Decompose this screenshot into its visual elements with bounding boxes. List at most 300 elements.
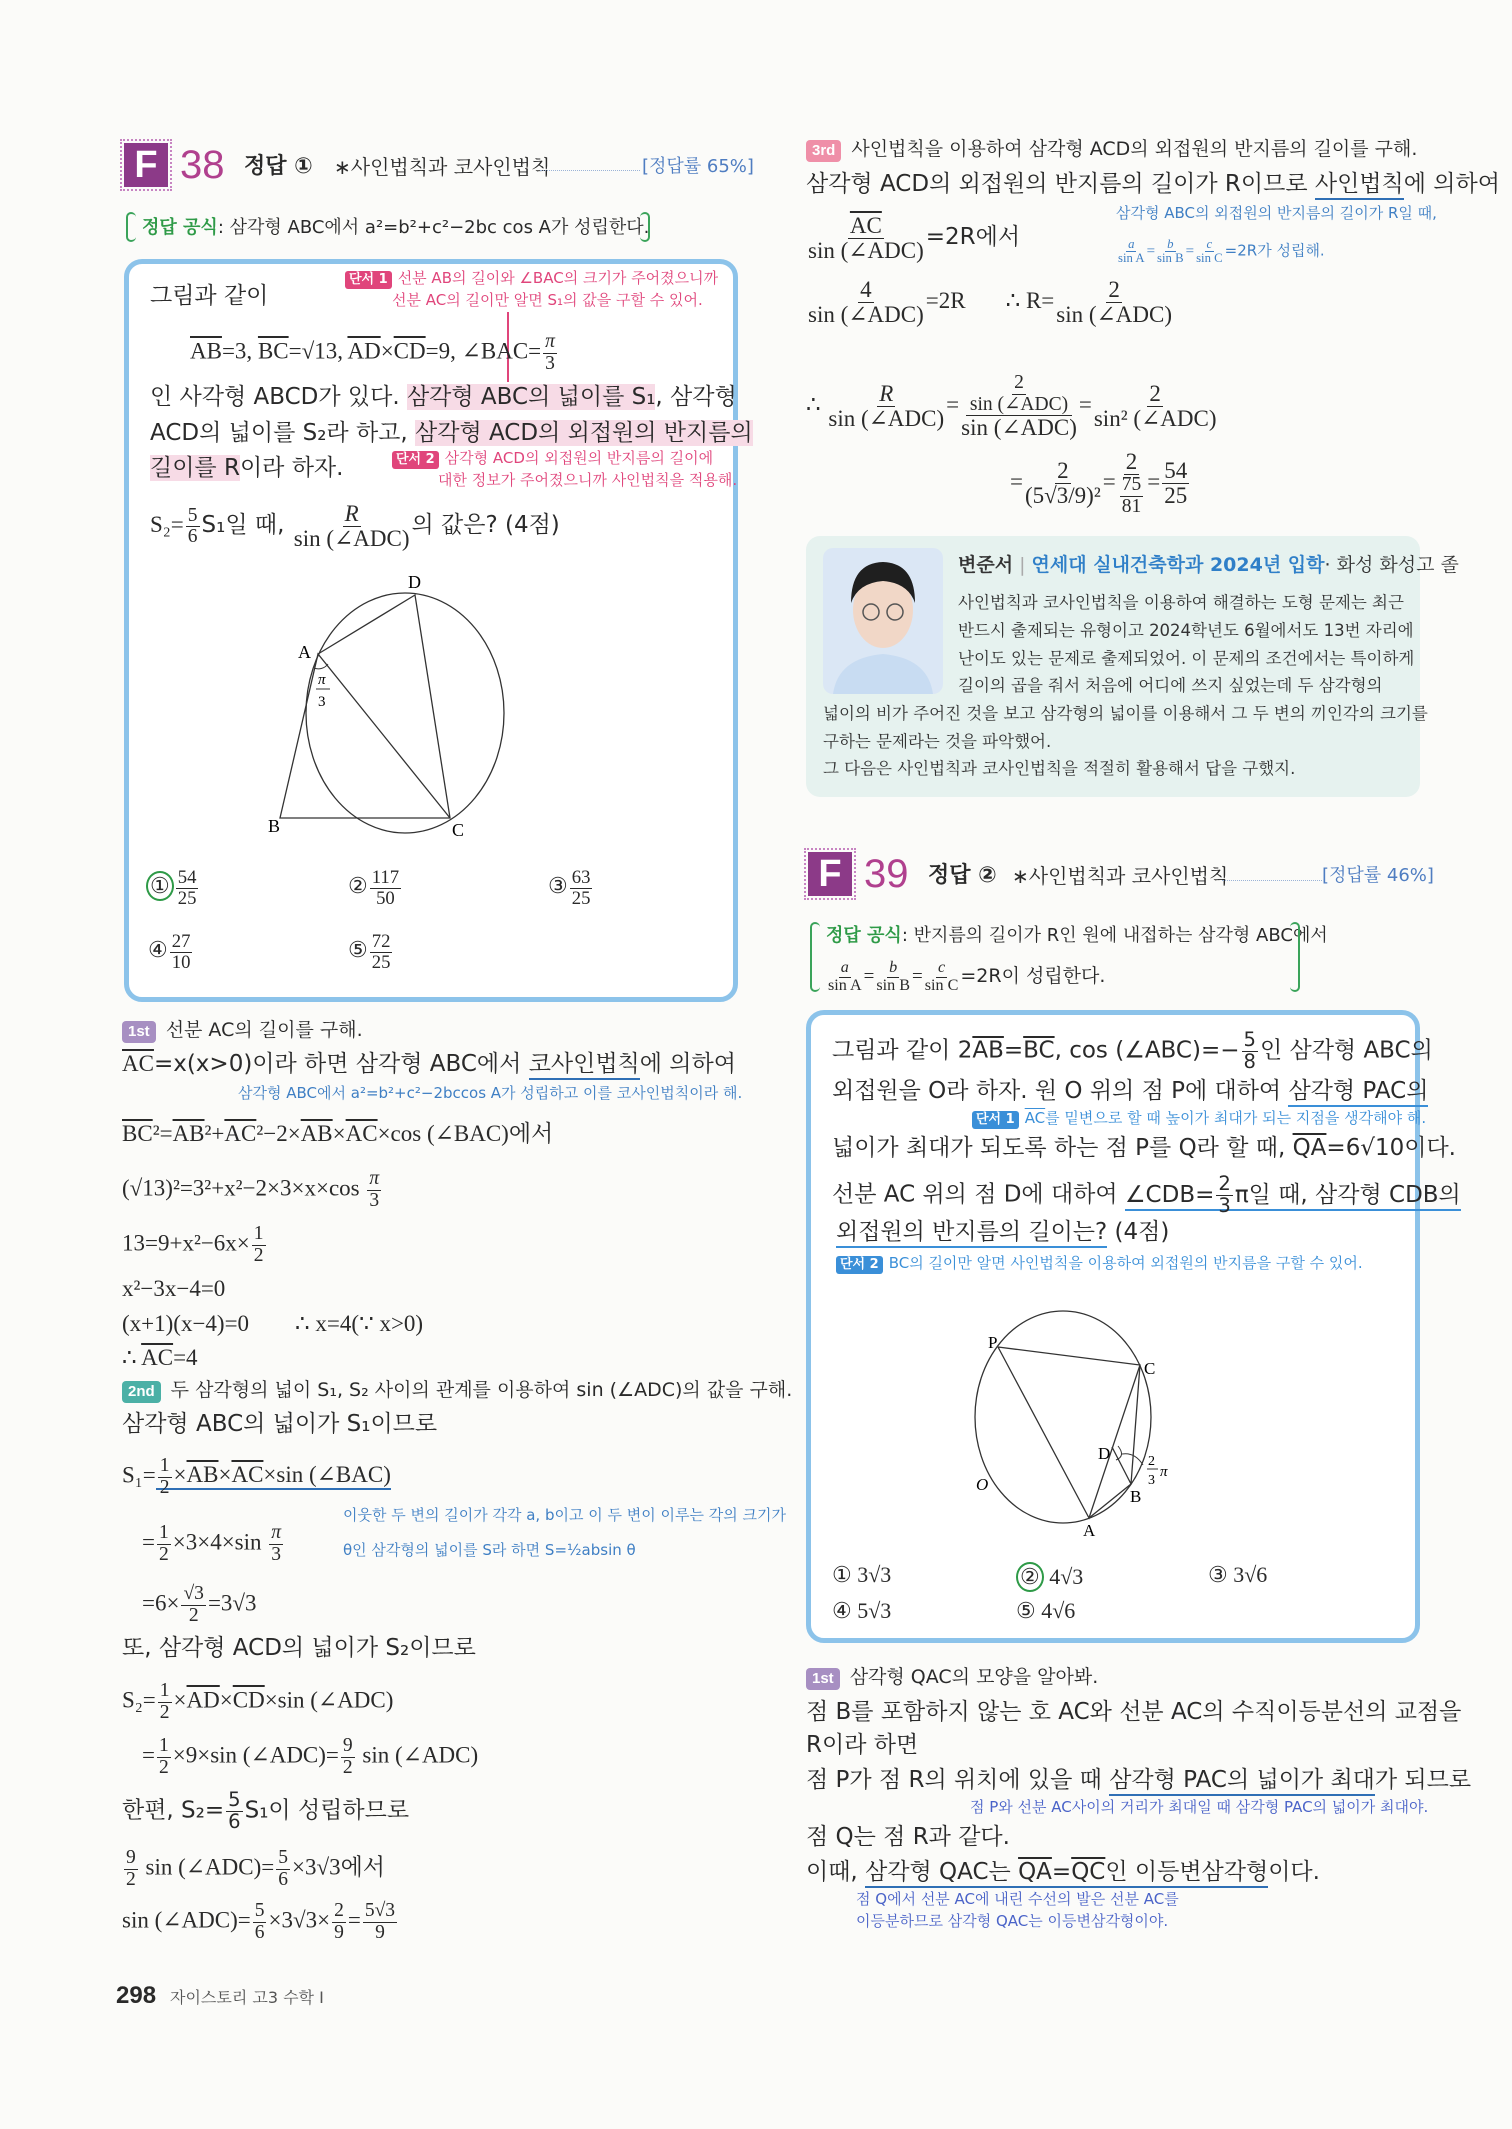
hint-2 — [836, 1253, 1363, 1274]
math-text: ×sin (∠BAC) — [263, 1462, 391, 1488]
segment: $\overline{AD}$ — [347, 338, 381, 364]
side-note: 점 Q에서 선분 AC에 내린 수선의 발은 선분 AC를 — [856, 1890, 1179, 1908]
side-note: θ인 삼각형의 넓이를 S라 하면 S=½absin θ — [343, 1541, 636, 1559]
numerator: 2 — [334, 1900, 344, 1921]
quadrilateral-abcd — [280, 595, 450, 818]
math-text: =9, ∠BAC= — [425, 338, 542, 364]
math-text: ×sin (∠ADC) — [264, 1687, 394, 1713]
hint-1 — [345, 268, 718, 289]
formula-text: : 삼각형 ABC에서 a²=b²+c²−2bc cos A가 성립한다. — [217, 217, 650, 238]
hint-text: 선분 AB의 길이와 ∠BAC의 크기가 주어졌으니까 — [397, 269, 719, 287]
segment: $\overline{AB}$ — [972, 1037, 1004, 1064]
denominator: 2 — [158, 1756, 169, 1778]
fraction — [925, 960, 959, 995]
numerator: 75 — [1121, 474, 1142, 496]
side-note: 삼각형 ABC의 외접원의 반지름의 길이가 R일 때, — [1116, 204, 1437, 222]
math-text: ∴ R= — [1005, 287, 1055, 313]
text: 이때, — [806, 1859, 866, 1885]
denominator: sin (∠ADC) — [969, 393, 1069, 415]
answer-label: 정답 ① — [244, 154, 313, 179]
numerator: π — [271, 1522, 282, 1543]
numerator: a — [840, 959, 849, 977]
solution-line — [142, 1584, 257, 1626]
text: 가 되므로 — [1374, 1767, 1472, 1793]
fraction — [1025, 459, 1101, 508]
choice-2[interactable] — [348, 868, 403, 908]
text: 그림과 같이 2 — [832, 1037, 973, 1064]
math-text: sin (∠ADC)= — [122, 1907, 251, 1933]
fraction — [157, 1523, 171, 1565]
math-text: = — [347, 1907, 361, 1933]
numerator: b — [1167, 237, 1174, 251]
fraction — [370, 868, 401, 908]
text: (4점) — [1107, 1219, 1170, 1245]
underlined-text: 삼각형 PAC의 넓이가 최대 — [1109, 1767, 1375, 1796]
formula-bracket-right — [1290, 922, 1300, 992]
numerator: c — [937, 959, 946, 977]
problem-line — [832, 1174, 1461, 1216]
solution-line: 점 Q는 점 R과 같다. — [806, 1824, 1010, 1850]
angle-pi: π — [1160, 1464, 1168, 1480]
numerator: 5 — [278, 1847, 288, 1868]
problem-badge: F — [124, 143, 168, 187]
numerator: 63 — [571, 867, 591, 888]
numerator: $\overline{AC}$ — [849, 213, 882, 238]
step-2-header — [122, 1374, 792, 1406]
denominator: 25 — [177, 887, 197, 909]
choice-3[interactable] — [548, 868, 594, 908]
student-portrait-icon — [823, 548, 943, 694]
segment: $\overline{AB}$ — [186, 1462, 219, 1488]
problem-line — [836, 1216, 1169, 1248]
numerator: 2 — [1108, 277, 1120, 302]
math-text: S₂= — [150, 511, 184, 537]
math-text: × — [173, 1462, 187, 1488]
choice-3[interactable] — [1208, 1562, 1267, 1588]
hint-text: BC의 길이만 알면 사인법칙을 이용하여 외접원의 반지름을 구할 수 있어. — [888, 1254, 1363, 1272]
fraction — [1120, 475, 1144, 517]
math-text: = — [142, 1529, 155, 1555]
math-text: =2R — [925, 287, 966, 313]
denominator: 6 — [254, 1921, 265, 1943]
fraction — [970, 373, 1068, 415]
segment: $\overline{AC}$ — [231, 1462, 264, 1488]
label-c: C — [452, 820, 465, 840]
numerator: 5 — [187, 504, 198, 526]
highlight: 길이를 R — [150, 455, 240, 481]
segment: $\overline{AB}$ — [172, 1121, 205, 1146]
math-text: ²−2× — [256, 1121, 301, 1146]
text: 이라 하자. — [239, 455, 344, 481]
math-text: × — [380, 338, 394, 364]
solution-line — [122, 1342, 198, 1374]
segment: $\overline{BC}$ — [1023, 1037, 1055, 1064]
denominator: sin (∠ADC) — [1056, 302, 1173, 328]
solution-line — [122, 1118, 553, 1150]
underlined-text: 외접원의 반지름의 길이는? — [836, 1219, 1107, 1248]
text: =2R가 성립해. — [1224, 241, 1325, 260]
label-b: B — [268, 816, 281, 836]
denominator: 2 — [253, 1244, 264, 1266]
text: = — [1051, 1859, 1072, 1885]
label-b: B — [1130, 1487, 1142, 1506]
numerator: 54 — [1164, 457, 1188, 483]
math-text: =4 — [173, 1345, 198, 1370]
book-title: 자이스토리 고3 수학 I — [170, 1988, 324, 2007]
numerator: √3 — [183, 1583, 204, 1604]
math-text: =3√3 — [207, 1590, 257, 1616]
solution-line — [806, 168, 1500, 200]
choice-value: 3√6 — [1233, 1562, 1268, 1587]
hint-text: 를 밑변으로 할 때 높이가 최대가 되는 지점을 생각해야 해. — [1045, 1109, 1427, 1127]
underlined-text: 삼각형 PAC의 — [1288, 1078, 1428, 1107]
fraction — [1157, 238, 1184, 266]
choice-2[interactable] — [1016, 1562, 1083, 1592]
label-a: A — [298, 642, 311, 662]
fraction — [341, 1736, 355, 1778]
solution-line — [122, 1169, 383, 1211]
text: S₁이 성립하므로 — [244, 1797, 410, 1824]
denominator: 6 — [187, 526, 198, 548]
text: ACD의 넓이를 S₂라 하고, — [150, 420, 416, 446]
side-note: 삼각형 ABC에서 a²=b²+c²−2bccos A가 성립하고 이를 코사인법칙이라 해. — [238, 1084, 743, 1102]
numerator: 72 — [371, 931, 391, 952]
text: 에 의하여 — [1403, 171, 1500, 197]
text: ∠CDB= — [1124, 1181, 1215, 1208]
fraction — [1056, 278, 1172, 327]
denominator: 2 — [188, 1604, 199, 1626]
text: 인 이등변삼각형 — [1105, 1859, 1269, 1885]
angle-num: 2 — [1148, 1454, 1155, 1469]
numerator: 5 — [254, 1900, 265, 1921]
math-text: × — [173, 1687, 187, 1713]
testimonial-line: 구하는 문제라는 것을 파악했어. — [823, 732, 1052, 751]
denominator: 9 — [334, 1921, 344, 1943]
fraction — [1196, 238, 1223, 266]
label-a: A — [1083, 1521, 1096, 1540]
highlight: 삼각형 ACD의 외접원의 반지름의 — [415, 420, 753, 446]
numerator — [966, 373, 1072, 416]
segment: $\overline{AC}$ — [345, 1121, 378, 1146]
math-text: = — [142, 1742, 155, 1768]
solution-line — [806, 214, 1020, 263]
solution-line: R이라 하면 — [806, 1732, 919, 1758]
denominator: 3 — [545, 352, 555, 374]
denominator: sin (∠ADC) — [961, 415, 1077, 441]
label-c: C — [1144, 1359, 1156, 1378]
text: , 삼각형 — [655, 384, 737, 410]
step-badge: 1st — [806, 1668, 840, 1690]
choice-value: 4√6 — [1041, 1598, 1076, 1623]
segment: $\overline{QC}$ — [1071, 1859, 1106, 1885]
math-text: ∴ — [122, 1345, 142, 1370]
step-title: 사인법칙을 이용하여 삼각형 ACD의 외접원의 반지름의 길이를 구해. — [851, 138, 1418, 160]
choice-value: 3√3 — [857, 1562, 892, 1587]
text: 의 값은? (4점) — [411, 511, 560, 538]
hint-tag: 단서 1 — [345, 271, 392, 289]
math-text: ×3√3에서 — [292, 1854, 386, 1880]
solution-line: x²−3x−4=0 — [122, 1276, 226, 1301]
solution-line — [1010, 450, 1191, 517]
testimonial-line: 난이도 있는 문제로 출제되었어. 이 문제의 조건에서는 특이하게 — [958, 649, 1415, 668]
testimonial-line: 반드시 출제되는 유형이고 2024학년도 6월에서도 13번 자리에 — [958, 621, 1414, 640]
step-1-header — [122, 1014, 363, 1046]
solution-line — [142, 1736, 478, 1778]
choice-mark: ③ — [548, 873, 568, 899]
fraction — [876, 960, 910, 995]
choice-1[interactable] — [146, 868, 200, 908]
hint-2 — [392, 448, 713, 469]
solution-line — [122, 1048, 736, 1080]
fraction — [1242, 1030, 1258, 1072]
denominator: sin² (∠ADC) — [1093, 406, 1217, 432]
numerator: b — [889, 959, 898, 977]
math-text: = — [912, 966, 923, 987]
numerator: 1 — [158, 1522, 169, 1543]
choice-mark: ④ — [148, 937, 168, 963]
angle-den: 3 — [318, 694, 326, 710]
math-text: × — [218, 1462, 232, 1488]
numerator: 117 — [371, 867, 400, 888]
side-note: 점 P와 선분 AC사이의 거리가 최대일 때 삼각형 PAC의 넓이가 최대야. — [970, 1798, 1429, 1816]
choice-mark: ③ — [1208, 1562, 1228, 1587]
numerator: R — [879, 380, 894, 406]
fraction — [367, 1169, 381, 1211]
solution-line: 삼각형 ABC의 넓이가 S₁이므로 — [122, 1411, 438, 1437]
fraction — [157, 1736, 171, 1778]
solution-line — [122, 1790, 409, 1832]
step-1-header — [806, 1661, 1098, 1693]
denominator: (5√3/9)² — [1024, 483, 1101, 509]
solution-line — [122, 1901, 399, 1943]
side-note-formula — [1116, 238, 1325, 266]
circle-o — [975, 1311, 1151, 1523]
solution-line — [122, 1456, 391, 1498]
math-text: =2R에서 — [925, 223, 1021, 250]
step-badge: 1st — [122, 1021, 156, 1043]
numerator: R — [344, 501, 359, 526]
problem-number: 39 — [864, 852, 909, 896]
hint-tag: 단서 1 — [972, 1111, 1019, 1129]
hint-2-line2: 대한 정보가 주어졌으니까 사인법칙을 적용해. — [438, 471, 738, 489]
fraction — [370, 932, 393, 972]
problem-line — [832, 1030, 1433, 1072]
fraction — [1094, 382, 1217, 431]
formula-bracket-right — [640, 212, 650, 242]
math-text: × — [219, 1687, 233, 1713]
text: 점 P가 점 R의 위치에 있을 때 — [806, 1767, 1110, 1793]
answer-formula-line2 — [826, 960, 1105, 995]
testimonial-line: 길이의 곱을 줘서 처음에 어디에 쓰지 싶었는데 두 삼각형의 — [958, 676, 1383, 695]
solution-line — [122, 1848, 385, 1890]
denominator: 2 — [342, 1756, 353, 1778]
choice-1[interactable] — [832, 1562, 891, 1588]
text: =6√10이다. — [1326, 1135, 1456, 1161]
formula-bracket-left — [126, 212, 136, 242]
math-text: = — [1146, 243, 1156, 260]
choice-5[interactable] — [348, 932, 394, 972]
fraction — [1118, 450, 1146, 517]
hint-1 — [972, 1108, 1426, 1129]
fraction — [961, 373, 1077, 440]
math-text: ²+ — [204, 1121, 225, 1146]
fraction — [828, 382, 944, 431]
denominator: 3 — [271, 1543, 282, 1565]
choice-5[interactable] — [1016, 1598, 1075, 1624]
underlined-text: 사인법칙 — [1315, 171, 1404, 200]
step-badge: 2nd — [122, 1381, 161, 1403]
hint-tag: 단서 2 — [392, 451, 439, 469]
solution-line — [806, 1856, 1320, 1888]
numerator: 1 — [159, 1680, 170, 1701]
side-note: 이등분하므로 삼각형 QAC는 이등변삼각형이야. — [856, 1912, 1169, 1930]
text: 인 삼각형 ABC의 — [1259, 1037, 1433, 1064]
math-text: ²= — [152, 1121, 173, 1146]
geometry-figure — [820, 1280, 1440, 1560]
angle-num: π — [318, 672, 326, 688]
fraction — [808, 278, 924, 327]
segment: $\overline{BC}$ — [122, 1121, 153, 1146]
circumcircle — [306, 593, 504, 833]
text: = — [1003, 1037, 1024, 1064]
fraction — [1162, 459, 1189, 508]
page-number: 298 — [116, 1982, 157, 2009]
topic-label: ∗사인법칙과 코사인법칙 — [334, 155, 551, 179]
text: 에 의하여 — [639, 1051, 736, 1077]
formula-bracket-left — [810, 922, 820, 992]
fraction — [276, 1848, 290, 1890]
denominator: sin A — [828, 977, 862, 995]
numerator: 2 — [1014, 372, 1024, 393]
text: 외접원을 O라 하자. 원 O 위의 점 P에 대하여 — [832, 1078, 1289, 1104]
step-title: 삼각형 QAC의 모양을 알아봐. — [849, 1666, 1099, 1688]
numerator: c — [1206, 237, 1213, 251]
math-text: =3, — [221, 338, 258, 364]
math-text: = — [863, 966, 875, 987]
topic-label: ∗사인법칙과 코사인법칙 — [1012, 864, 1229, 888]
numerator: 1 — [158, 1735, 169, 1756]
hint-text: 삼각형 ACD의 외접원의 반지름의 길이에 — [444, 449, 714, 467]
fraction — [252, 1224, 266, 1266]
math-text: S₂= — [122, 1687, 156, 1713]
denominator: sin C — [924, 977, 959, 995]
math-text: = — [1147, 468, 1161, 494]
text: π일 때, 삼각형 CDB의 — [1234, 1181, 1461, 1208]
denominator: 10 — [171, 951, 191, 973]
denominator: 3 — [369, 1189, 380, 1211]
testimonial-line: 넓이의 비가 주어진 것을 보고 삼각형의 넓이를 이용해서 그 두 변의 끼인각의 크기를 — [823, 704, 1428, 723]
formula-label: 정답 공식 — [142, 217, 218, 238]
math-text: = — [1102, 468, 1116, 494]
problem-intro: 그림과 같이 — [150, 283, 269, 309]
denominator: sin (∠ADC) — [808, 302, 924, 328]
numerator: 9 — [342, 1735, 353, 1756]
denominator: 2 — [158, 1543, 169, 1565]
label-p: P — [988, 1333, 998, 1352]
fraction — [294, 502, 410, 551]
fraction — [1216, 1174, 1232, 1216]
segment: $\overline{AC}$ — [224, 1121, 257, 1146]
segment: $\overline{QA}$ — [1292, 1135, 1327, 1161]
math-text: sin (∠ADC) — [356, 1742, 479, 1768]
problem-line — [150, 417, 753, 449]
numerator: 1 — [159, 1455, 170, 1476]
fraction — [253, 1901, 267, 1943]
numerator: 2 — [1057, 457, 1069, 483]
segment: $\overline{AD}$ — [186, 1687, 220, 1713]
testimonial-header: 변준서 | 연세대 실내건축학과 2024년 입학· 화성 화성고 졸 — [958, 554, 1459, 576]
text: 인 사각형 ABCD가 있다. — [150, 384, 407, 410]
solution-line — [142, 1523, 285, 1565]
answer-label: 정답 ② — [928, 863, 997, 888]
math-text: ×3√3× — [268, 1907, 331, 1933]
fraction — [332, 1901, 346, 1943]
formula-text: : 반지름의 길이가 R인 원에 내접하는 삼각형 ABC에서 — [901, 925, 1328, 946]
segment: $\overline{AC}$ — [122, 1051, 154, 1076]
math-text: ×9×sin (∠ADC)= — [172, 1742, 339, 1768]
text: 이다. — [1268, 1859, 1320, 1885]
fraction — [226, 1790, 242, 1832]
fraction — [828, 960, 862, 995]
underlined-text: 코사인법칙 — [529, 1051, 640, 1080]
fraction — [124, 1848, 138, 1890]
angle-den: 3 — [1148, 1473, 1155, 1488]
numerator: π — [545, 331, 555, 352]
denominator: sin B — [1157, 251, 1184, 266]
student-photo — [823, 548, 943, 694]
fraction — [158, 1681, 172, 1723]
numerator: 1 — [253, 1223, 264, 1244]
problem-line — [832, 1075, 1428, 1107]
given-conditions — [190, 332, 559, 374]
formula-label: 정답 공식 — [826, 925, 902, 946]
fraction — [269, 1523, 283, 1565]
testimonial-line: 사인법칙과 코사인법칙을 이용하여 해결하는 도형 문제는 최근 — [958, 593, 1404, 612]
dotted-leader — [540, 170, 640, 171]
correct-rate: [정답률 46%] — [1322, 865, 1434, 886]
choice-4[interactable] — [148, 932, 194, 972]
choice-value: 4√3 — [1049, 1564, 1084, 1589]
math-text: = — [1078, 391, 1092, 417]
text: S₁일 때, — [201, 511, 292, 538]
label-o: O — [976, 1475, 989, 1494]
denominator: 9 — [375, 1921, 385, 1943]
solution-line: 또, 삼각형 ACD의 넓이가 S₂이므로 — [122, 1635, 476, 1661]
denominator: 25 — [1164, 483, 1188, 509]
angle-arc — [1116, 1446, 1122, 1460]
problem-line — [150, 381, 737, 413]
fraction — [1118, 238, 1145, 266]
denominator: 25 — [371, 951, 391, 973]
solution-line — [806, 1764, 1471, 1796]
math-text: = — [946, 391, 960, 417]
denominator: 50 — [376, 887, 395, 909]
problem-badge: F — [808, 852, 852, 896]
segment: $\overline{AB}$ — [190, 338, 222, 364]
math-text: × — [332, 1121, 346, 1146]
denominator: 2 — [159, 1701, 170, 1723]
question — [150, 502, 560, 551]
math-text: = — [1185, 243, 1195, 260]
denominator: 25 — [571, 887, 591, 909]
hint-1-line2: 선분 AC의 길이만 알면 S₁의 값을 구할 수 있어. — [392, 291, 703, 309]
choice-4[interactable] — [832, 1598, 891, 1624]
denominator: 8 — [1243, 1049, 1256, 1073]
answer-formula — [142, 212, 649, 244]
selected-answer-mark: ① — [146, 871, 174, 901]
choice-mark: ④ — [832, 1598, 852, 1623]
text: 삼각형 QAC는 — [865, 1859, 1019, 1885]
